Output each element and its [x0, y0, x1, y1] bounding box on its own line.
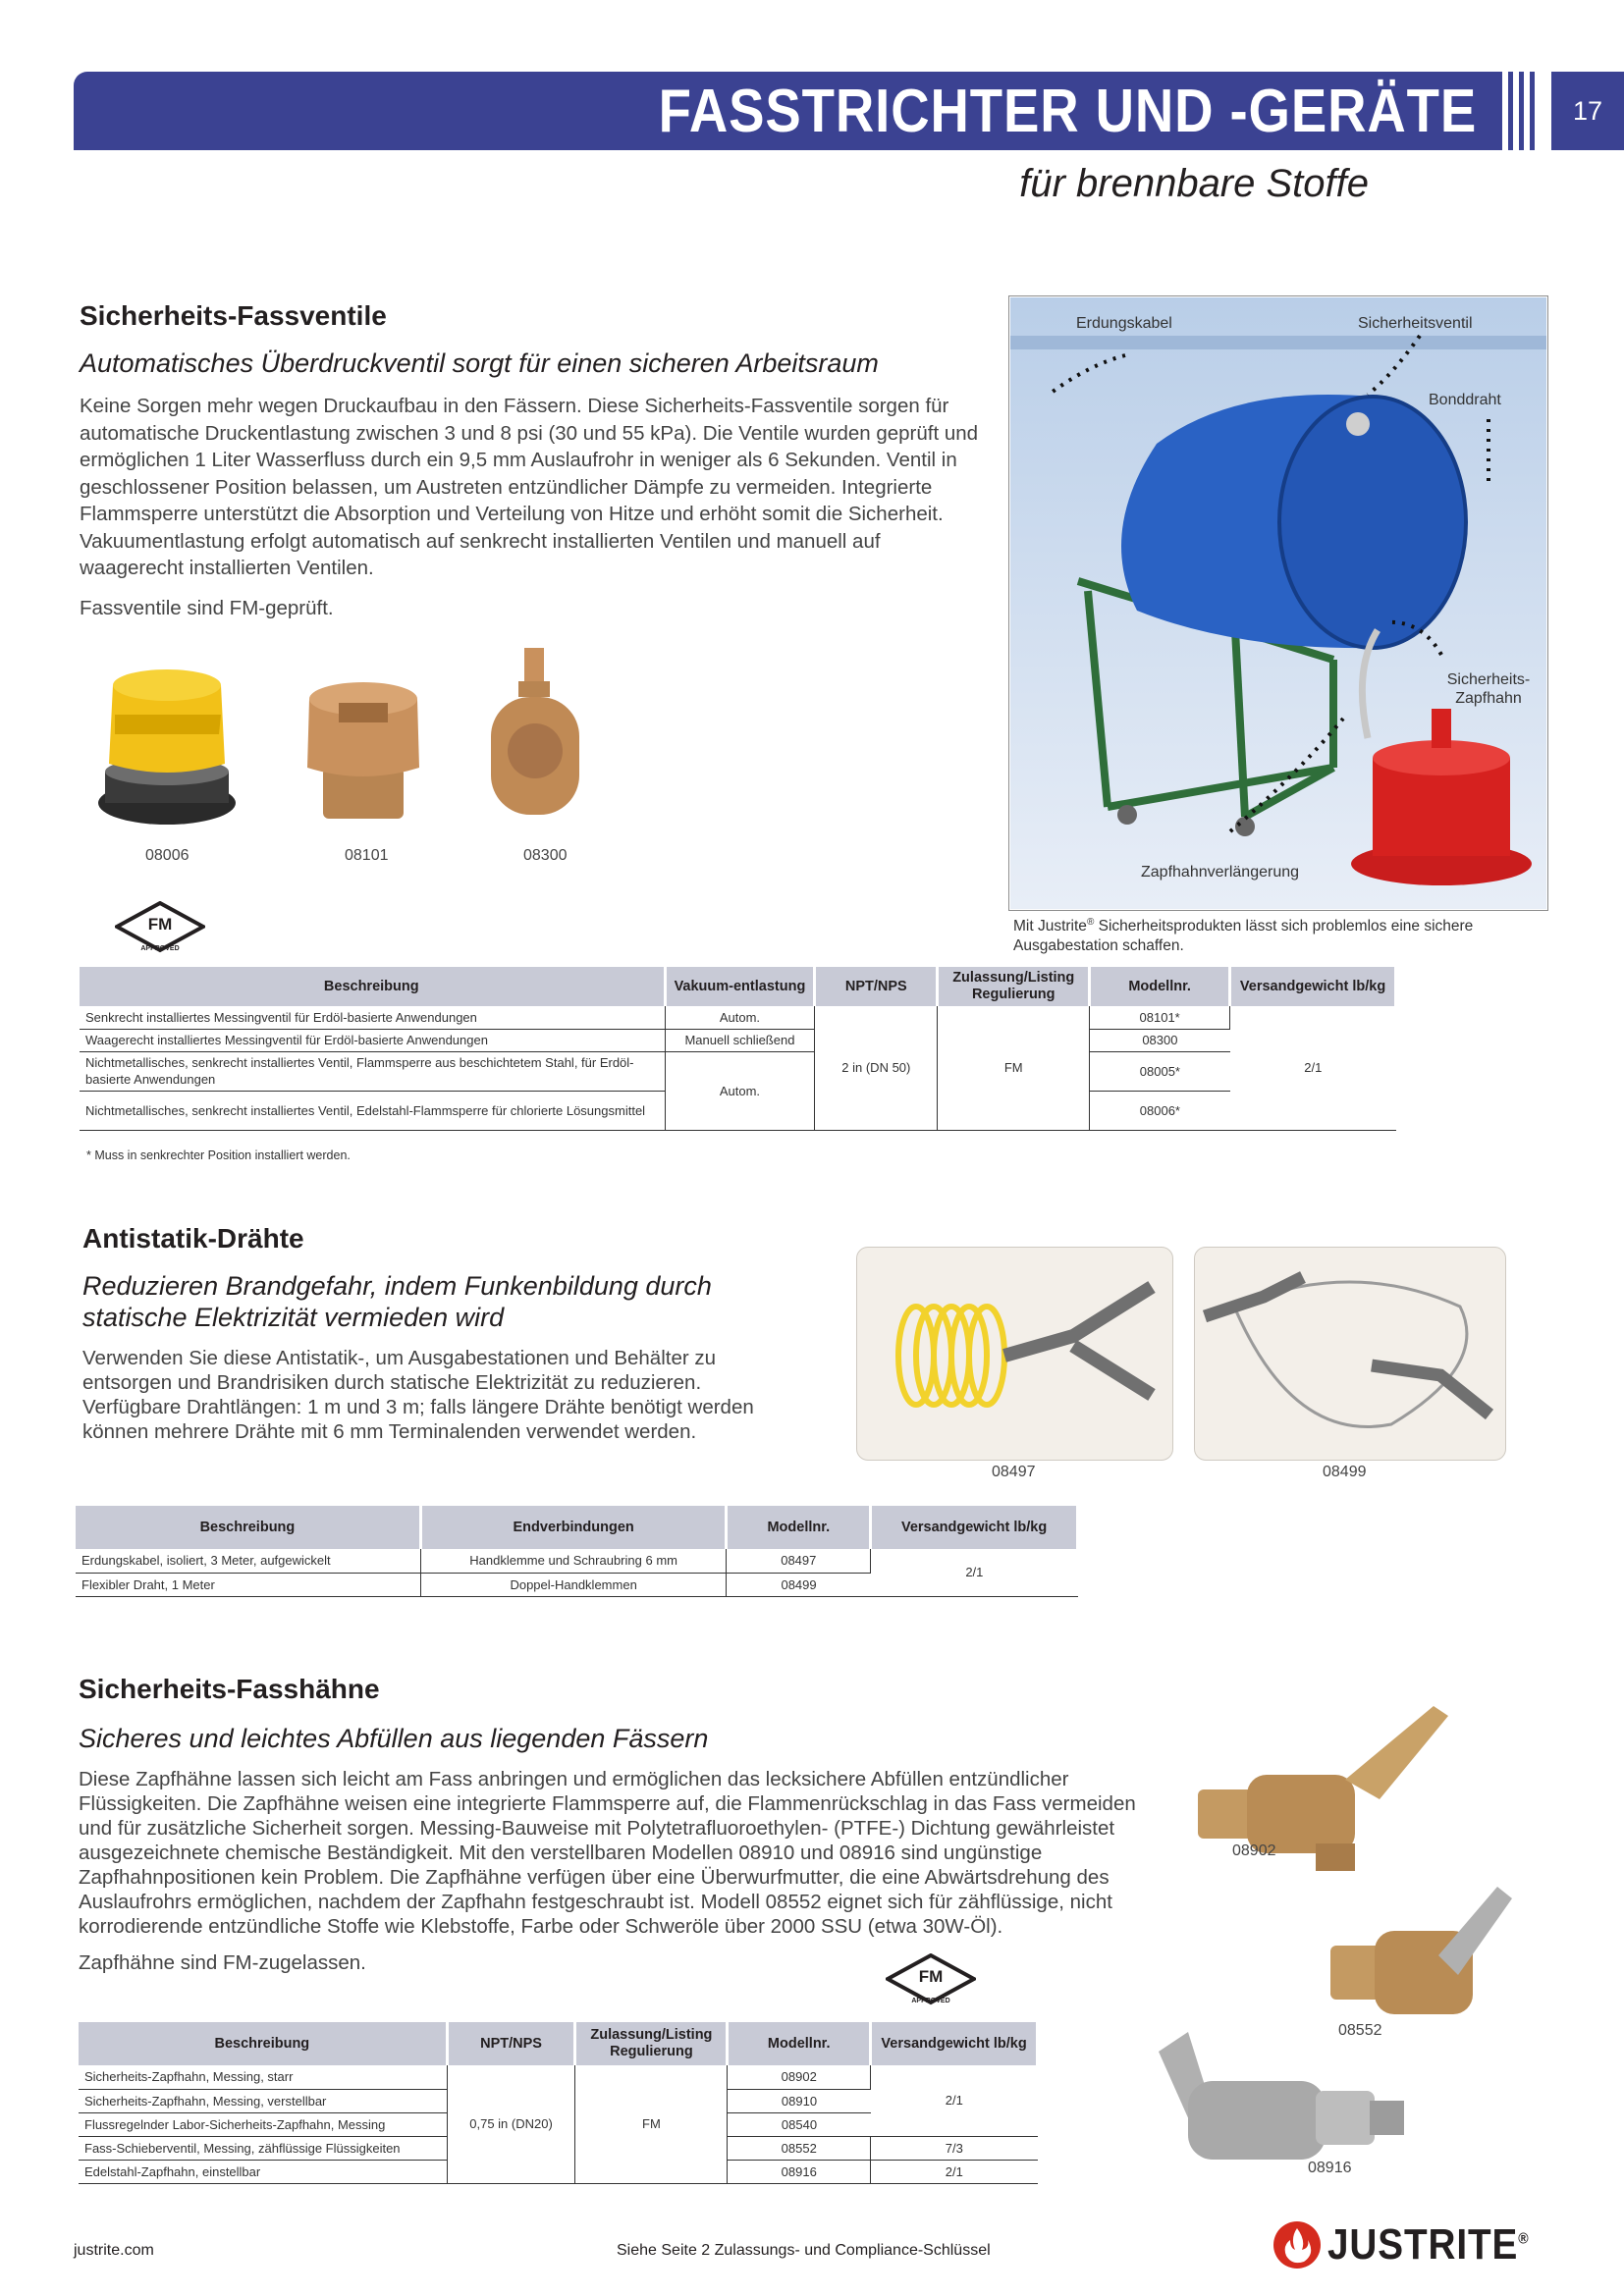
col-header: Beschreibung — [76, 1506, 420, 1549]
product-code: 08552 — [1338, 2022, 1382, 2039]
col-header: Versandgewicht lb/kg — [871, 1506, 1078, 1549]
header-stripe — [1530, 72, 1535, 150]
faucet-spec-table — [79, 2022, 1039, 2184]
product-code: 08499 — [1323, 1464, 1367, 1480]
section-tagline: Reduzieren Brandgefahr, indem Funkenbildung durch statische Elektrizität vermieden wird — [82, 1271, 712, 1332]
section-tagline: Sicheres und leichtes Abfüllen aus liegenden Fässern — [79, 1724, 709, 1753]
section-heading: Antistatik-Drähte — [82, 1223, 304, 1254]
fm-approved-badge: FM APPROVED — [886, 1953, 976, 2008]
table-footnote: * Muss in senkrechter Position installiert werden. — [86, 1148, 351, 1162]
justrite-logo-icon — [1272, 2220, 1322, 2269]
table-row: Erdungskabel, isoliert, 3 Meter, aufgewickelt Handklemme und Schraubring 6 mm 08497 2/1 — [76, 1549, 1078, 1573]
page-subtitle: für brennbare Stoffe — [1019, 162, 1369, 205]
col-header: Modellnr. — [728, 2022, 871, 2065]
section-body: Keine Sorgen mehr wegen Druckaufbau in den Fässern. Diese Sicherheits-Fassventile sorgen für automatische Druckentlastung zwischen 3 und 8 psi (30 und 55 kPa). Die Ventile wurden geprüft und ermöglichen 1 Liter Wasserfluss durch ein 9,5 mm Auslaufrohr in weniger als 6 Sekunden. Ventil in geschlossener Position belassen, um Austreten entzündlicher Dämpfe zu vermeiden. Integrierte Flammsperre unterstützt die Absorption und Verteilung von Hitze und erhöht somit die Sicherheit. Vakuumentlastung erfolgt automatisch auf senkrecht installierten Ventilen und manuell auf waagerecht installierten Ventilen. — [80, 395, 979, 579]
col-header: Beschreibung — [80, 967, 665, 1006]
valve-08101-image — [299, 669, 427, 827]
product-code: 08916 — [1308, 2160, 1352, 2176]
header-stripe — [1508, 72, 1513, 150]
product-code: 08300 — [523, 847, 568, 864]
product-code: 08006 — [145, 847, 189, 864]
col-header: Versandgewicht lb/kg — [1230, 967, 1396, 1006]
table-row: Edelstahl-Zapfhahn, einstellbar 08916 2/1 — [79, 2160, 1038, 2183]
faucet-08552-image — [1330, 1877, 1517, 2034]
section-body: Verwenden Sie diese Antistatik-, um Ausgabestationen und Behälter zu entsorgen und Brandrisiken durch statische Elektrizität zu reduzieren. Verfügbare Drahtlängen: 1 m und 3 m; falls längere Drähte benötigt werden können mehrere Drähte mit 6 mm Terminalenden verwendet werden. — [82, 1347, 754, 1443]
valve-08006-image — [93, 656, 241, 830]
footer-url[interactable]: justrite.com — [74, 2242, 154, 2259]
section-body: Diese Zapfhähne lassen sich leicht am Fass anbringen und ermöglichen das lecksichere Abfüllen entzündlicher Flüssigkeiten. Die Zapfhähne weisen eine integrierte Flammsperre auf, die Flammenrückschlag in das Fass vermeiden und für zusätzliche Sicherheit sorgen. Messing-Bauweise mit Polytetrafluoroethylen- (PTFE-) Dichtung gewährleistet ausgezeichnete chemische Beständigkeit. Mit den verstellbaren Modellen 08910 und 08916 sind ungünstige Zapfhahnpositionen kein Problem. Die Zapfhähne verfügen über eine Überwurfmutter, die eine Abwärtsdrehung des Auslaufrohrs ermöglichen, nachdem der Zapfhahn festgeschraubt ist. Modell 08552 eignet sich für zähflüssige, nicht korrodierende entzündliche Stoffe wie Klebstoffe, Farbe oder Schweröle über 2000 SSU (etwa 30W-Öl). — [79, 1768, 1136, 1938]
diagram-label-ground: Erdungskabel — [1076, 315, 1172, 332]
diagram-label-faucet: Sicherheits-Zapfhahn — [1446, 671, 1531, 707]
col-header: Beschreibung — [79, 2022, 447, 2065]
page-title: FASSTRICHTER UND -GERÄTE — [658, 78, 1477, 145]
diagram-label-valve: Sicherheitsventil — [1358, 315, 1473, 332]
section-tagline: Automatisches Überdruckventil sorgt für einen sicheren Arbeitsraum — [80, 348, 879, 378]
brand-logo: JUSTRITE® — [1327, 2220, 1530, 2269]
page-number: 17 — [1551, 72, 1624, 150]
table-row: Sicherheits-Zapfhahn, Messing, verstellbar 08910 — [79, 2089, 1038, 2112]
fm-approved-badge: FM APPROVED — [115, 901, 205, 956]
col-header: NPT/NPS — [815, 967, 938, 1006]
section-note: Fassventile sind FM-geprüft. — [80, 597, 334, 619]
table-row: Flexibler Draht, 1 Meter Doppel-Handklemmen 08499 — [76, 1573, 1078, 1596]
valve-08300-image — [481, 648, 589, 829]
col-header: Versandgewicht lb/kg — [871, 2022, 1038, 2065]
footer-note: Siehe Seite 2 Zulassungs- und Compliance-Schlüssel — [617, 2242, 991, 2259]
col-header: Zulassung/Listing Regulierung — [575, 2022, 728, 2065]
diagram-caption: Mit Justrite® Sicherheitsprodukten lässt sich problemlos eine sichere Ausgabestation schaffen. — [1013, 917, 1474, 955]
col-header: Modellnr. — [727, 1506, 871, 1549]
product-code: 08902 — [1232, 1842, 1276, 1859]
table-row: Waagerecht installiertes Messingventil für Erdöl-basierte Anwendungen Manuell schließend 08300 — [80, 1029, 1396, 1051]
product-code: 08497 — [992, 1464, 1036, 1480]
section-heading: Sicherheits-Fassventile — [80, 300, 387, 331]
col-header: Zulassung/Listing Regulierung — [938, 967, 1090, 1006]
header-stripe — [1519, 72, 1524, 150]
table-row: Flussregelnder Labor-Sicherheits-Zapfhahn, Messing 08540 — [79, 2112, 1038, 2136]
table-row: Nichtmetallisches, senkrecht installiertes Ventil, Flammsperre aus beschichtetem Stahl, für Erdöl-basierte Anwendungen Autom. 08005* — [80, 1051, 1396, 1091]
diagram-label-extension: Zapfhahnverlängerung — [1141, 864, 1300, 881]
table-row: Sicherheits-Zapfhahn, Messing, starr 0,75 in (DN20) FM 08902 2/1 — [79, 2065, 1038, 2089]
col-header: Modellnr. — [1090, 967, 1230, 1006]
product-code: 08101 — [345, 847, 389, 864]
wire-08499-image — [1194, 1247, 1506, 1461]
col-header: NPT/NPS — [447, 2022, 575, 2065]
col-header: Endverbindungen — [420, 1506, 727, 1549]
wire-spec-table — [76, 1506, 1079, 1597]
section-note: Zapfhähne sind FM-zugelassen. — [79, 1951, 366, 1974]
table-row: Senkrecht installiertes Messingventil für Erdöl-basierte Anwendungen Autom. 2 in (DN 50) FM 08101* 2/1 — [80, 1006, 1396, 1029]
table-row: Fass-Schieberventil, Messing, zähflüssige Flüssigkeiten 08552 7/3 — [79, 2136, 1038, 2160]
dispensing-station-diagram — [1008, 295, 1548, 911]
valve-spec-table — [80, 967, 1397, 1131]
section-heading: Sicherheits-Fasshähne — [79, 1674, 380, 1704]
col-header: Vakuum-entlastung — [665, 967, 815, 1006]
table-row: Nichtmetallisches, senkrecht installiertes Ventil, Edelstahl-Flammsperre für chlorierte Lösungsmittel 08006* — [80, 1091, 1396, 1130]
diagram-label-bond: Bonddraht — [1429, 392, 1501, 408]
wire-08497-image — [856, 1247, 1173, 1461]
faucet-08916-image — [1159, 2032, 1414, 2169]
